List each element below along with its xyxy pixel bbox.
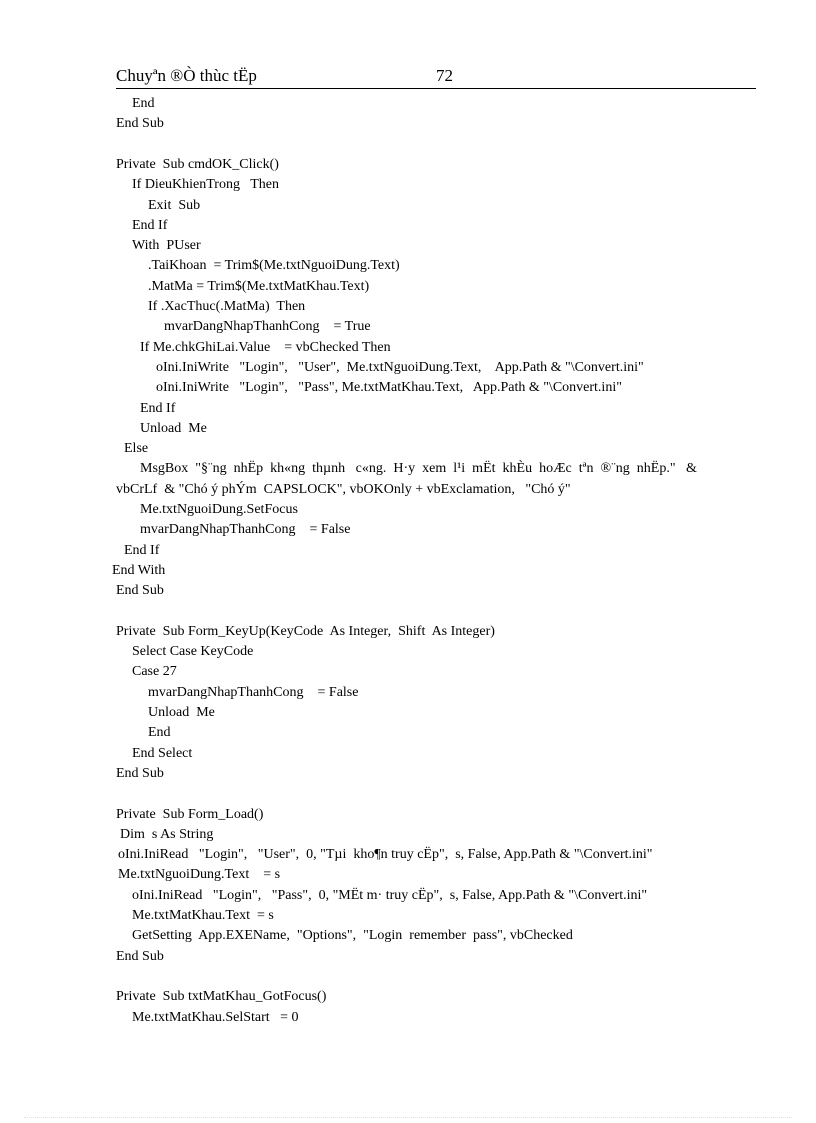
header-title: Chuyªn ®Ò thùc tËp (116, 66, 257, 85)
code-line: End If (124, 542, 160, 558)
code-line: Dim s As String (120, 826, 214, 842)
code-line: With PUser (132, 238, 201, 254)
code-line: Unload Me (148, 705, 215, 720)
code-line: End Sub (116, 116, 164, 132)
code-line: End If (132, 217, 168, 233)
code-line: mvarDangNhapThanhCong = False (148, 684, 359, 700)
code-line: End With (112, 562, 166, 578)
code-line: Case 27 (132, 664, 177, 680)
code-line: Else (124, 441, 149, 457)
code-line: Private Sub txtMatKhau_GotFocus() (116, 989, 327, 1005)
code-line: End If (140, 400, 176, 416)
code-line: GetSetting App.EXEName, "Options", "Login remember pass", vbChecked (132, 928, 573, 944)
code-line: If DieuKhienTrong Then (132, 177, 279, 193)
code-line: Select Case KeyCode (132, 644, 254, 660)
page-footer-rule (24, 1117, 792, 1118)
code-line: .MatMa = Trim$(Me.txtMatKhau.Text) (148, 278, 370, 294)
code-line: End (132, 96, 155, 111)
code-line: Private Sub Form_KeyUp(KeyCode As Integer, Shift As Integer) (116, 623, 495, 639)
code-line: Unload Me (140, 420, 207, 436)
code-line: vbCrLf & "Chó ý phÝm CAPSLOCK", vbOKOnly + vbExclamation, "Chó ý" (116, 481, 571, 497)
code-line: Me.txtMatKhau.SelStart = 0 (132, 1009, 299, 1025)
code-line: oIni.IniWrite "Login", "User", Me.txtNguoiDung.Text, App.Path & "\Convert.ini" (156, 359, 644, 375)
code-line: oIni.IniWrite "Login", "Pass", Me.txtMatKhau.Text, App.Path & "\Convert.ini" (156, 380, 622, 396)
page-header (116, 64, 756, 89)
code-line: Exit Sub (148, 197, 201, 213)
code-line: MsgBox "§¨ng nhËp kh«ng thµnh c«ng. H·y xem l¹i mËt khÈu hoÆc tªn ®¨ng nhËp." & (140, 461, 697, 477)
code-line: End Sub (116, 948, 164, 964)
code-line: End (148, 725, 171, 741)
code-line: .TaiKhoan = Trim$(Me.txtNguoiDung.Text) (148, 258, 400, 274)
code-line: End Select (132, 745, 193, 761)
code-line: If Me.chkGhiLai.Value = vbChecked Then (140, 339, 391, 355)
code-line: mvarDangNhapThanhCong = False (140, 522, 351, 538)
code-line: mvarDangNhapThanhCong = True (164, 319, 371, 335)
code-line: If .XacThuc(.MatMa) Then (148, 299, 306, 314)
page-number: 72 (436, 66, 453, 85)
code-line: Me.txtNguoiDung.SetFocus (140, 502, 298, 517)
code-line: oIni.IniRead "Login", "User", 0, "Tµi kho¶n truy cËp", s, False, App.Path & "\Convert.ini" (118, 847, 653, 863)
code-line: End Sub (116, 765, 164, 781)
code-line: Me.txtMatKhau.Text = s (132, 908, 274, 923)
code-line: Private Sub cmdOK_Click() (116, 156, 279, 172)
code-line: Me.txtNguoiDung.Text = s (118, 867, 281, 883)
code-line: oIni.IniRead "Login", "Pass", 0, "MËt m· truy cËp", s, False, App.Path & "\Convert.ini" (132, 887, 648, 903)
code-line: End Sub (116, 583, 164, 599)
code-line: Private Sub Form_Load() (116, 806, 264, 822)
